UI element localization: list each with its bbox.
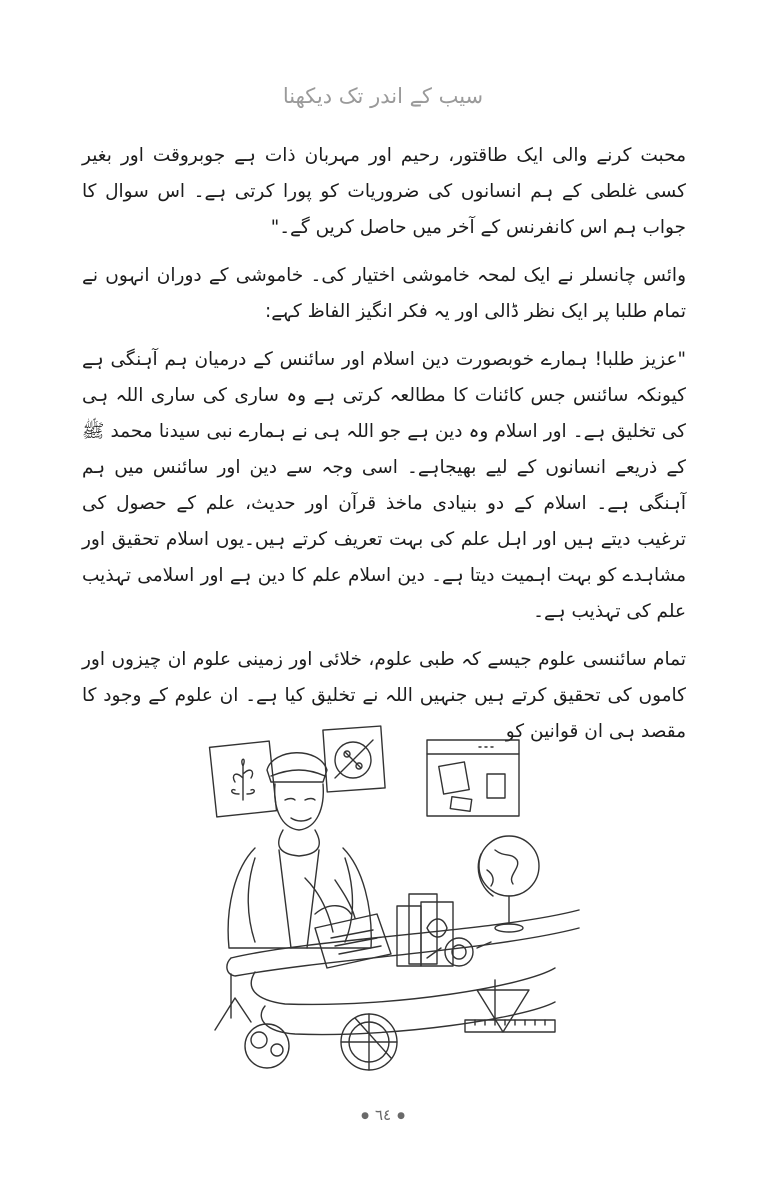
scholar-figure-icon — [228, 753, 371, 948]
running-head: سیب کے اندر تک دیکھنا — [282, 84, 484, 108]
bullet-right-icon: ● — [397, 1110, 405, 1121]
flower-frame-icon — [210, 741, 277, 817]
paragraph-3: "عزیز طلبا! ہمارے خوبصورت دین اسلام اور سائنس کے درمیان ہم آہنگی ہے کیونکہ سائنس جس کائنات کا مطالعہ کرتی ہے وہ ساری کی ساری اللہ ہی کی تخلیق ہے۔ اور اسلام وہ دین ہے جو اللہ ہی نے ہمارے نبی سیدنا محمد ﷺ کے ذریعے انسانوں کے لیے بھیجاہے۔ اسی وجہ سے دین اور سائنس میں ہم آہنگی ہے۔ اسلام کے دو بنیادی ماخذ قرآن اور حدیث، علم کے حصول کی ترغیب دیتے ہیں اور اہل علم کی بہت تعریف کرتے ہیں۔یوں اسلام تحقیق اور مشاہدے کو بہت اہمیت دیتا ہے۔ دین اسلام علم کا دین ہے اور اسلامی تہذیب علم کی تہذیب ہے۔ — [82, 349, 686, 622]
atom-frame-icon — [323, 726, 385, 792]
astrolabe-icon — [341, 1014, 397, 1070]
page-number — [0, 1106, 766, 1124]
body-text — [82, 138, 686, 762]
scholar-illustration-drawing — [195, 718, 581, 1080]
bullet-left-icon: ● — [361, 1110, 369, 1121]
paragraph-1: محبت کرنے والی ایک طاقتور، رحیم اور مہربان ذات ہے جوبروقت اور بغیر کسی غلطی کے ہم انسانوں کی ضروریات کو پورا کرتی ہے۔ اس سوال کا جواب ہم اس کانفرنس کے آخر میں حاصل کریں گے۔" — [82, 145, 686, 238]
quill-paper-icon — [305, 878, 391, 968]
set-square-icon — [465, 980, 555, 1032]
page-number-text: ٦٤ — [374, 1106, 392, 1124]
globe-icon — [478, 836, 539, 932]
screen-frame-icon — [427, 740, 519, 816]
watch-gears-icon — [215, 998, 289, 1068]
scholar-illustration — [195, 718, 581, 1080]
paragraph-4: تمام سائنسی علوم جیسے کہ طبی علوم، خلائی اور زمینی علوم ان چیزوں اور کاموں کی تحقیق کرتے ہیں جنہیں اللہ نے تخلیق کیا ہے۔ ان علوم کے وجود کا مقصد ہی ان قوانین کو — [82, 649, 686, 742]
paragraph-2: وائس چانسلر نے ایک لمحہ خاموشی اختیار کی۔ خاموشی کے دوران انہوں نے تمام طلبا پر ایک نظر ڈالی اور یہ فکر انگیز الفاظ کہے: — [82, 265, 686, 322]
desk-icon — [227, 910, 579, 1035]
